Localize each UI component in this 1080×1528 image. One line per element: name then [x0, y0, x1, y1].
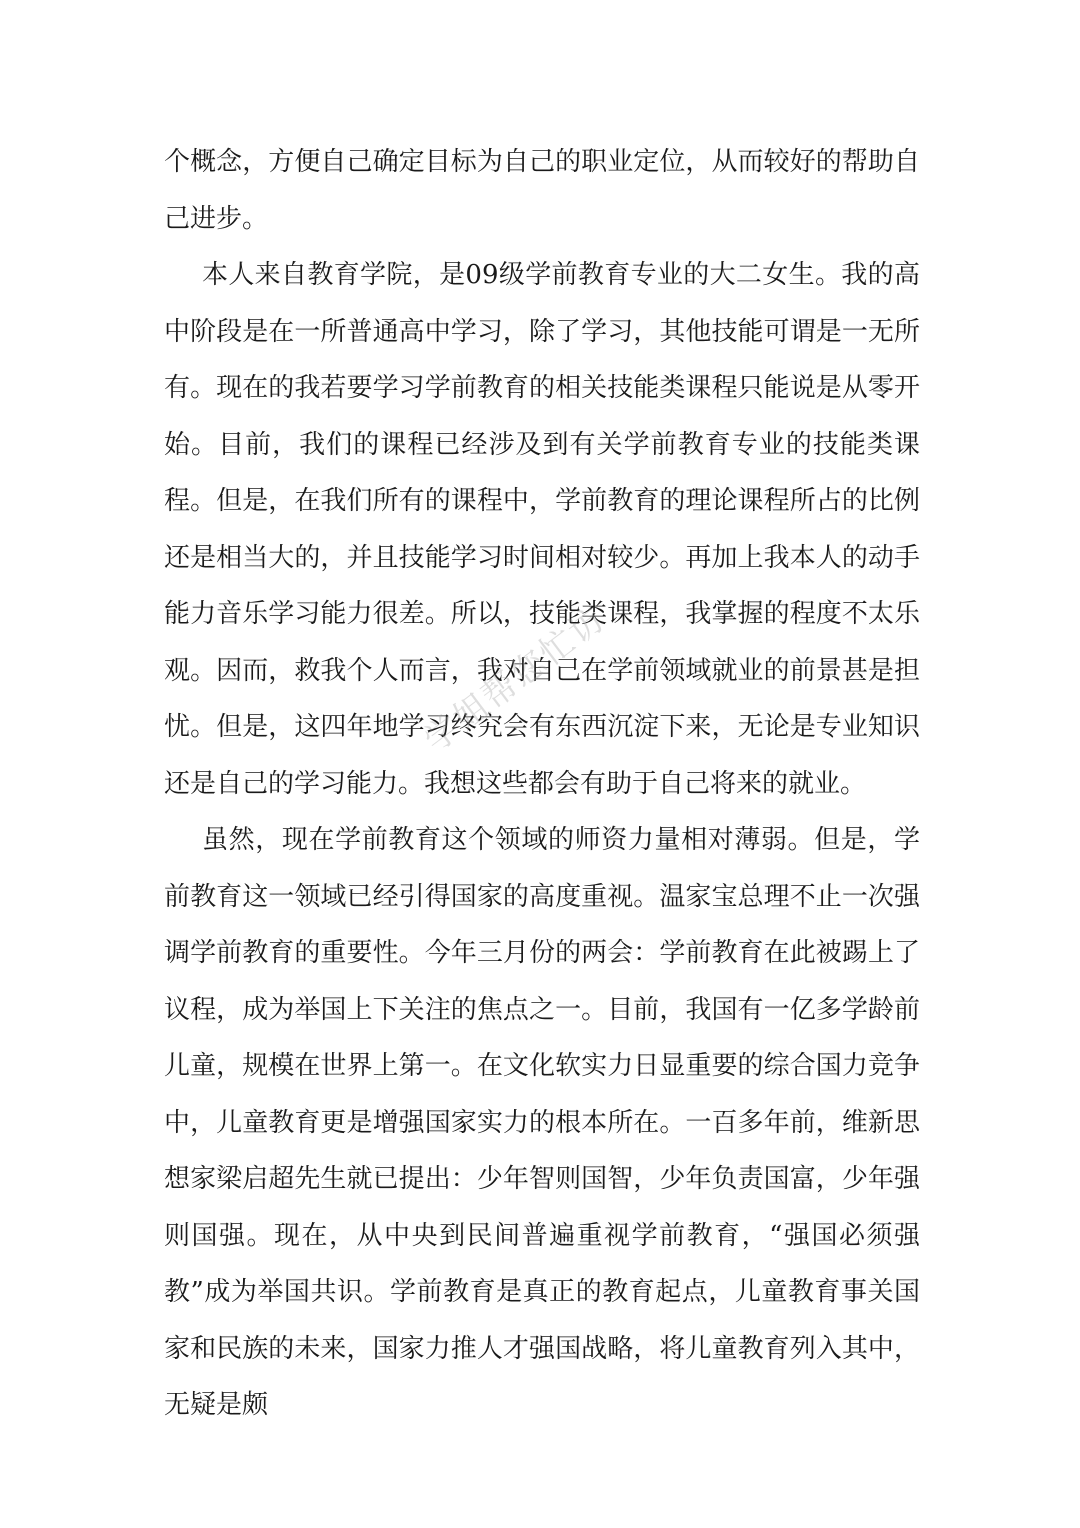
document-body	[164, 134, 920, 1434]
watermark-text: 学姐帮您忙访	[416, 598, 614, 761]
paragraph-preschool-education: 虽然，现在学前教育这个领域的师资力量相对薄弱。但是，学前教育这一领域已经引得国家的高度重视。温家宝总理不止一次强调学前教育的重要性。今年三月份的两会：学前教育在此被踢上了议程，成为举国上下关注的焦点之一。目前，我国有一亿多学龄前儿童，规模在世界上第一。在文化软实力日显重要的综合国力竞争中，儿童教育更是增强国家实力的根本所在。一百多年前，维新思想家梁启超先生就已提出：少年智则国智，少年负责国富，少年强则国强。现在，从中央到民间普遍重视学前教育，“强国必须强教”成为举国共识。学前教育是真正的教育起点，儿童教育事关国家和民族的未来，国家力推人才强国战略，将儿童教育列入其中，无疑是颇	[164, 825, 920, 1420]
paragraph-self-introduction: 本人来自教育学院，是09级学前教育专业的大二女生。我的高中阶段是在一所普通高中学习，除了学习，其他技能可谓是一无所有。现在的我若要学习学前教育的相关技能类课程只能说是从零开始。目前，我们的课程已经涉及到有关学前教育专业的技能类课程。但是，在我们所有的课程中，学前教育的理论课程所占的比例还是相当大的，并且技能学习时间相对较少。再加上我本人的动手能力音乐学习能力很差。所以，技能类课程，我掌握的程度不太乐观。因而，救我个人而言，我对自己在学前领域就业的前景甚是担忧。但是，这四年地学习终究会有东西沉淀下来，无论是专业知识还是自己的学习能力。我想这些都会有助于自己将来的就业。	[164, 260, 920, 799]
paragraph-continuation: 个概念，方便自己确定目标为自己的职业定位，从而较好的帮助自己进步。	[164, 147, 920, 234]
